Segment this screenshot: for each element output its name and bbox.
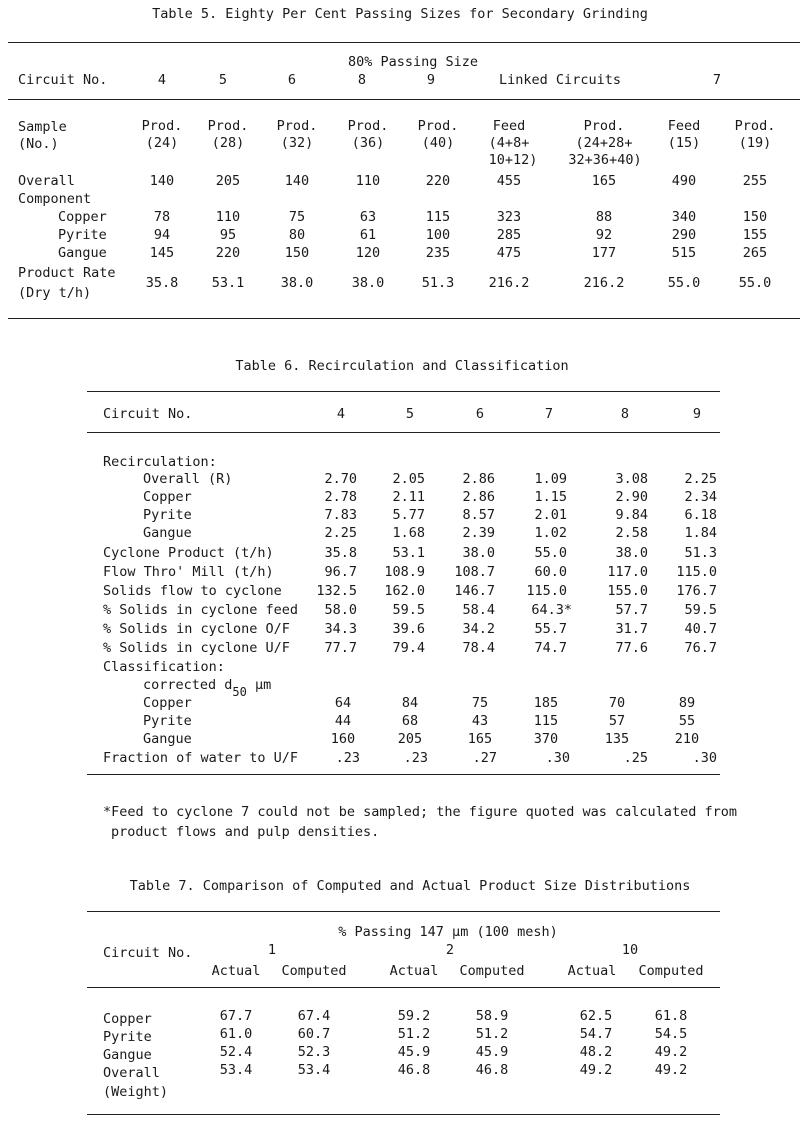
table5-sample: Feed xyxy=(492,118,526,134)
table5-cell: 155 xyxy=(742,227,768,243)
table6-cell: .30 xyxy=(545,750,570,766)
table6-row-label: Gangue xyxy=(143,525,192,541)
table6-cell: 176.7 xyxy=(676,583,717,599)
table7-cell: 62.5 xyxy=(579,1008,613,1024)
table7-circuit: 10 xyxy=(621,942,639,958)
table5-sample: Prod. xyxy=(276,118,318,134)
table6-row-label: Flow Thro' Mill (t/h) xyxy=(103,564,274,580)
table5-cell: 35.8 xyxy=(145,275,179,291)
table6-cell: 1.09 xyxy=(534,471,567,487)
table7-cell: 52.3 xyxy=(297,1044,331,1060)
table7-cell: 60.7 xyxy=(297,1026,331,1042)
table7-subheader: Computed xyxy=(638,963,704,979)
table6-cell: 7.83 xyxy=(324,507,357,523)
table6-cell: 2.25 xyxy=(324,525,357,541)
table5-cell: 110 xyxy=(215,209,241,225)
table6-cell: 96.7 xyxy=(324,564,357,580)
table5-cell: 145 xyxy=(149,245,175,261)
table6-cell: 64.3* xyxy=(531,602,572,618)
table6-cell: 58.4 xyxy=(462,602,495,618)
table6-row-label: Copper xyxy=(143,489,192,505)
table6-cell: 60.0 xyxy=(534,564,567,580)
table7-cell: 49.2 xyxy=(579,1062,613,1078)
table5-cell: 455 xyxy=(496,173,522,189)
table6-cell: 77.7 xyxy=(324,640,357,656)
table6-cell: 89 xyxy=(678,695,696,711)
table5-circuit: 4 xyxy=(157,72,167,88)
table7-subheader: Computed xyxy=(459,963,525,979)
table7-cell: 51.2 xyxy=(397,1026,431,1042)
table6-row-label: Fraction of water to U/F xyxy=(103,750,299,766)
table6-cell: 44 xyxy=(334,713,352,729)
table6-cell: 53.1 xyxy=(392,545,425,561)
table6-cell: 132.5 xyxy=(316,583,357,599)
table7-cell: 52.4 xyxy=(219,1044,253,1060)
table6-circuit: 4 xyxy=(336,406,346,422)
table5-cell: 323 xyxy=(496,209,522,225)
table6-title: Table 6. Recirculation and Classification xyxy=(235,358,569,374)
table5-cell: 53.1 xyxy=(211,275,245,291)
table6-row-label: % Solids in cyclone feed xyxy=(103,602,299,618)
table6-cell: 6.18 xyxy=(684,507,717,523)
table7-bottom-rule xyxy=(87,1114,720,1115)
table6-row-label: % Solids in cyclone O/F xyxy=(103,621,290,637)
table7-cell: 54.7 xyxy=(579,1026,613,1042)
table6-cell: 8.57 xyxy=(462,507,495,523)
table6-cell: 162.0 xyxy=(384,583,425,599)
table5-cell: 220 xyxy=(425,173,451,189)
table5-sample: Prod. xyxy=(734,118,776,134)
table5-circuit-label: Circuit No. xyxy=(18,72,108,88)
table7-cell: 67.4 xyxy=(297,1008,331,1024)
table5-circuit: 8 xyxy=(357,72,367,88)
table7-cell: 53.4 xyxy=(297,1062,331,1078)
table5-sample: (32) xyxy=(280,135,314,151)
table7-group-header: % Passing 147 μm (100 mesh) xyxy=(338,924,558,940)
table6-cell: 1.15 xyxy=(534,489,567,505)
table6-cell: 2.11 xyxy=(392,489,425,505)
table6-cell: 34.3 xyxy=(324,621,357,637)
table6-row-label: Pyrite xyxy=(143,507,192,523)
table5-cell: 120 xyxy=(355,245,381,261)
table6-cell: 115.0 xyxy=(526,583,567,599)
table6-cell: 57 xyxy=(608,713,626,729)
table6-cell: 39.6 xyxy=(392,621,425,637)
table5-sample: (28) xyxy=(211,135,245,151)
table5-cell: 255 xyxy=(742,173,768,189)
table6-cell: 3.08 xyxy=(615,471,648,487)
table5-cell: 150 xyxy=(284,245,310,261)
table6-cell: 78.4 xyxy=(462,640,495,656)
table6-cell: 2.70 xyxy=(324,471,357,487)
table7-row-label: Pyrite xyxy=(103,1029,152,1045)
table5-cell: 63 xyxy=(359,209,377,225)
table6-cell: 9.84 xyxy=(615,507,648,523)
table6-cell: 165 xyxy=(467,731,493,747)
table6-circuit: 6 xyxy=(475,406,485,422)
table6-cell: 55.0 xyxy=(534,545,567,561)
table7-header-rule xyxy=(87,987,720,988)
table7-subheader: Actual xyxy=(211,963,261,979)
table6-bottom-rule xyxy=(87,774,720,775)
table6-cell: 58.0 xyxy=(324,602,357,618)
table7-cell: 49.2 xyxy=(654,1044,688,1060)
table6-cell: 2.90 xyxy=(615,489,648,505)
table6-cell: 84 xyxy=(401,695,419,711)
table5-sample: (40) xyxy=(421,135,455,151)
table6-header-rule xyxy=(87,432,720,433)
table5-sample: Prod. xyxy=(417,118,459,134)
table5-sample: 32+36+40) xyxy=(568,152,642,168)
table5-sample: (4+8+ xyxy=(488,135,530,151)
table7-cell: 45.9 xyxy=(397,1044,431,1060)
table6-cell: 64 xyxy=(334,695,352,711)
table5-group-header: 80% Passing Size xyxy=(347,54,479,70)
table6-cell: 146.7 xyxy=(454,583,495,599)
table6-cell: 55 xyxy=(678,713,696,729)
table6-cell: 2.05 xyxy=(392,471,425,487)
table6-circuit: 7 xyxy=(544,406,554,422)
table6-cell: 40.7 xyxy=(684,621,717,637)
table6-recirc-label: Recirculation: xyxy=(103,454,217,470)
table5-header-rule xyxy=(8,99,800,100)
table5-bottom-rule xyxy=(8,318,800,319)
table7-cell: 61.0 xyxy=(219,1026,253,1042)
table5-cell: 265 xyxy=(742,245,768,261)
table5-cell: 100 xyxy=(425,227,451,243)
table6-cell: 370 xyxy=(533,731,559,747)
table6-cell: 160 xyxy=(330,731,356,747)
table7-circuit: 1 xyxy=(267,942,277,958)
table6-cell: 108.9 xyxy=(384,564,425,580)
table5-cell: 285 xyxy=(496,227,522,243)
table5-cell: 515 xyxy=(671,245,697,261)
table5-sample: 10+12) xyxy=(488,152,538,168)
table7-cell: 59.2 xyxy=(397,1008,431,1024)
table5-cell: 340 xyxy=(671,209,697,225)
table6-cell: 1.02 xyxy=(534,525,567,541)
table6-class-label: Classification: xyxy=(103,659,225,675)
table6-row-label: Copper xyxy=(143,695,192,711)
table6-cell: 2.58 xyxy=(615,525,648,541)
table5-rate-label: Product Rate xyxy=(18,265,116,281)
table6-cell: 117.0 xyxy=(607,564,648,580)
table6-cell: .27 xyxy=(472,750,497,766)
table6-cell: 68 xyxy=(401,713,419,729)
table6-cell: 75 xyxy=(471,695,489,711)
table5-cell: 220 xyxy=(215,245,241,261)
table6-cell: 155.0 xyxy=(607,583,648,599)
table6-row-label: Solids flow to cyclone xyxy=(103,583,282,599)
table6-cell: 1.84 xyxy=(684,525,717,541)
table6-d50-label: corrected d50 μm xyxy=(143,677,272,699)
table5-cell: 205 xyxy=(215,173,241,189)
table6-cell: 2.01 xyxy=(534,507,567,523)
table6-row-label: % Solids in cyclone U/F xyxy=(103,640,290,656)
table6-cell: 210 xyxy=(674,731,700,747)
table6-cell: 115.0 xyxy=(676,564,717,580)
table5-cell: 94 xyxy=(153,227,171,243)
table6-cell: 77.6 xyxy=(615,640,648,656)
table5-component-label: Component xyxy=(18,191,92,207)
table5-cell: 150 xyxy=(742,209,768,225)
table5-cell: 165 xyxy=(591,173,617,189)
table6-cell: 34.2 xyxy=(462,621,495,637)
table6-cell: 2.34 xyxy=(684,489,717,505)
table6-cell: 43 xyxy=(471,713,489,729)
table5-cell: 80 xyxy=(288,227,306,243)
table6-cell: .23 xyxy=(335,750,360,766)
table6-cell: 185 xyxy=(533,695,559,711)
table5-sample: (15) xyxy=(667,135,701,151)
table5-sample: (36) xyxy=(351,135,385,151)
table6-circuit: 9 xyxy=(692,406,702,422)
table7-subheader: Computed xyxy=(281,963,347,979)
table5-cell: 75 xyxy=(288,209,306,225)
table6-circuit: 8 xyxy=(620,406,630,422)
table5-sample: Prod. xyxy=(141,118,183,134)
table6-cell: 115 xyxy=(533,713,559,729)
table7-cell: 53.4 xyxy=(219,1062,253,1078)
table7-cell: 58.9 xyxy=(475,1008,509,1024)
table6-circuit-label: Circuit No. xyxy=(103,406,193,422)
table5-overall-label: Overall xyxy=(18,173,75,189)
table5-cell: 95 xyxy=(219,227,237,243)
table6-cell: 5.77 xyxy=(392,507,425,523)
table5-top-rule xyxy=(8,42,800,43)
table6-row-label: Gangue xyxy=(143,731,192,747)
table6-cell: 55.7 xyxy=(534,621,567,637)
table6-cell: 2.78 xyxy=(324,489,357,505)
table5-sample-label: (No.) xyxy=(18,136,59,152)
table5-row-label: Pyrite xyxy=(58,227,107,243)
table6-cell: 2.86 xyxy=(462,489,495,505)
table5-cell: 55.0 xyxy=(667,275,701,291)
table6-cell: 2.39 xyxy=(462,525,495,541)
table7-cell: 61.8 xyxy=(654,1008,688,1024)
table6-cell: .23 xyxy=(403,750,428,766)
table6-cell: 205 xyxy=(397,731,423,747)
table5-rate-label: (Dry t/h) xyxy=(18,285,92,301)
table5-cell: 140 xyxy=(284,173,310,189)
table5-sample: Feed xyxy=(667,118,701,134)
table7-cell: 48.2 xyxy=(579,1044,613,1060)
table5-cell: 235 xyxy=(425,245,451,261)
table6-cell: 79.4 xyxy=(392,640,425,656)
table5-sample: Prod. xyxy=(207,118,249,134)
table7-circuit: 2 xyxy=(445,942,455,958)
table7-cell: 46.8 xyxy=(475,1062,509,1078)
table6-cell: 31.7 xyxy=(615,621,648,637)
table7-cell: 49.2 xyxy=(654,1062,688,1078)
table5-circuit: 6 xyxy=(287,72,297,88)
table5-cell: 490 xyxy=(671,173,697,189)
table5-circuit: 5 xyxy=(218,72,228,88)
table5-cell: 177 xyxy=(591,245,617,261)
table5-cell: 475 xyxy=(496,245,522,261)
table6-cell: 38.0 xyxy=(462,545,495,561)
table6-cell: 70 xyxy=(608,695,626,711)
table5-sample-label: Sample xyxy=(18,119,67,135)
table6-cell: 74.7 xyxy=(534,640,567,656)
table5-circuit: 9 xyxy=(426,72,436,88)
table6-row-label: Pyrite xyxy=(143,713,192,729)
table6-row-label: Cyclone Product (t/h) xyxy=(103,545,274,561)
table6-cell: 59.5 xyxy=(392,602,425,618)
table7-row-label: Overall xyxy=(103,1065,160,1081)
table6-cell: 1.68 xyxy=(392,525,425,541)
table7-subheader: Actual xyxy=(567,963,617,979)
table6-cell: 57.7 xyxy=(615,602,648,618)
table5-cell: 55.0 xyxy=(738,275,772,291)
table6-cell: 2.86 xyxy=(462,471,495,487)
table5-cell: 38.0 xyxy=(351,275,385,291)
table6-cell: 59.5 xyxy=(684,602,717,618)
table7-cell: 46.8 xyxy=(397,1062,431,1078)
table7-row-label: Gangue xyxy=(103,1047,152,1063)
table7-cell: 54.5 xyxy=(654,1026,688,1042)
table5-sample: (24) xyxy=(145,135,179,151)
table6-cell: 76.7 xyxy=(684,640,717,656)
table5-circuit: Linked Circuits xyxy=(499,72,621,88)
table6-row-label: Overall (R) xyxy=(143,471,233,487)
table6-cell: 2.25 xyxy=(684,471,717,487)
table5-cell: 51.3 xyxy=(421,275,455,291)
table7-circuit-label: Circuit No. xyxy=(103,945,193,961)
table5-cell: 290 xyxy=(671,227,697,243)
table6-top-rule xyxy=(87,391,720,392)
table7-cell: 67.7 xyxy=(219,1008,253,1024)
table5-cell: 140 xyxy=(149,173,175,189)
table5-sample: (19) xyxy=(738,135,772,151)
table5-cell: 92 xyxy=(595,227,613,243)
table5-cell: 216.2 xyxy=(583,275,625,291)
table5-row-label: Gangue xyxy=(58,245,107,261)
table5-cell: 88 xyxy=(595,209,613,225)
table5-title: Table 5. Eighty Per Cent Passing Sizes for Secondary Grinding xyxy=(152,6,648,22)
table6-cell: .25 xyxy=(623,750,648,766)
table5-sample: Prod. xyxy=(347,118,389,134)
table7-top-rule xyxy=(87,911,720,912)
table5-sample: (24+28+ xyxy=(575,135,633,151)
table6-cell: 135 xyxy=(604,731,630,747)
table5-cell: 61 xyxy=(359,227,377,243)
table6-cell: .30 xyxy=(692,750,717,766)
table6-footnote: product flows and pulp densities. xyxy=(111,824,380,840)
table5-row-label: Copper xyxy=(58,209,107,225)
table7-cell: 45.9 xyxy=(475,1044,509,1060)
table6-cell: 35.8 xyxy=(324,545,357,561)
table6-cell: 51.3 xyxy=(684,545,717,561)
table5-cell: 110 xyxy=(355,173,381,189)
table6-cell: 108.7 xyxy=(454,564,495,580)
table5-cell: 216.2 xyxy=(488,275,530,291)
table6-footnote: *Feed to cyclone 7 could not be sampled; the figure quoted was calculated from xyxy=(103,804,737,820)
table7-cell: 51.2 xyxy=(475,1026,509,1042)
table7-title: Table 7. Comparison of Computed and Actual Product Size Distributions xyxy=(129,878,691,894)
table5-circuit: 7 xyxy=(712,72,722,88)
table7-subheader: Actual xyxy=(389,963,439,979)
table5-cell: 38.0 xyxy=(280,275,314,291)
table5-cell: 115 xyxy=(425,209,451,225)
table6-circuit: 5 xyxy=(405,406,415,422)
table7-row-label: Copper xyxy=(103,1011,152,1027)
table7-weight-note: (Weight) xyxy=(103,1084,169,1100)
table5-sample: Prod. xyxy=(583,118,625,134)
table5-cell: 78 xyxy=(153,209,171,225)
table6-cell: 38.0 xyxy=(615,545,648,561)
